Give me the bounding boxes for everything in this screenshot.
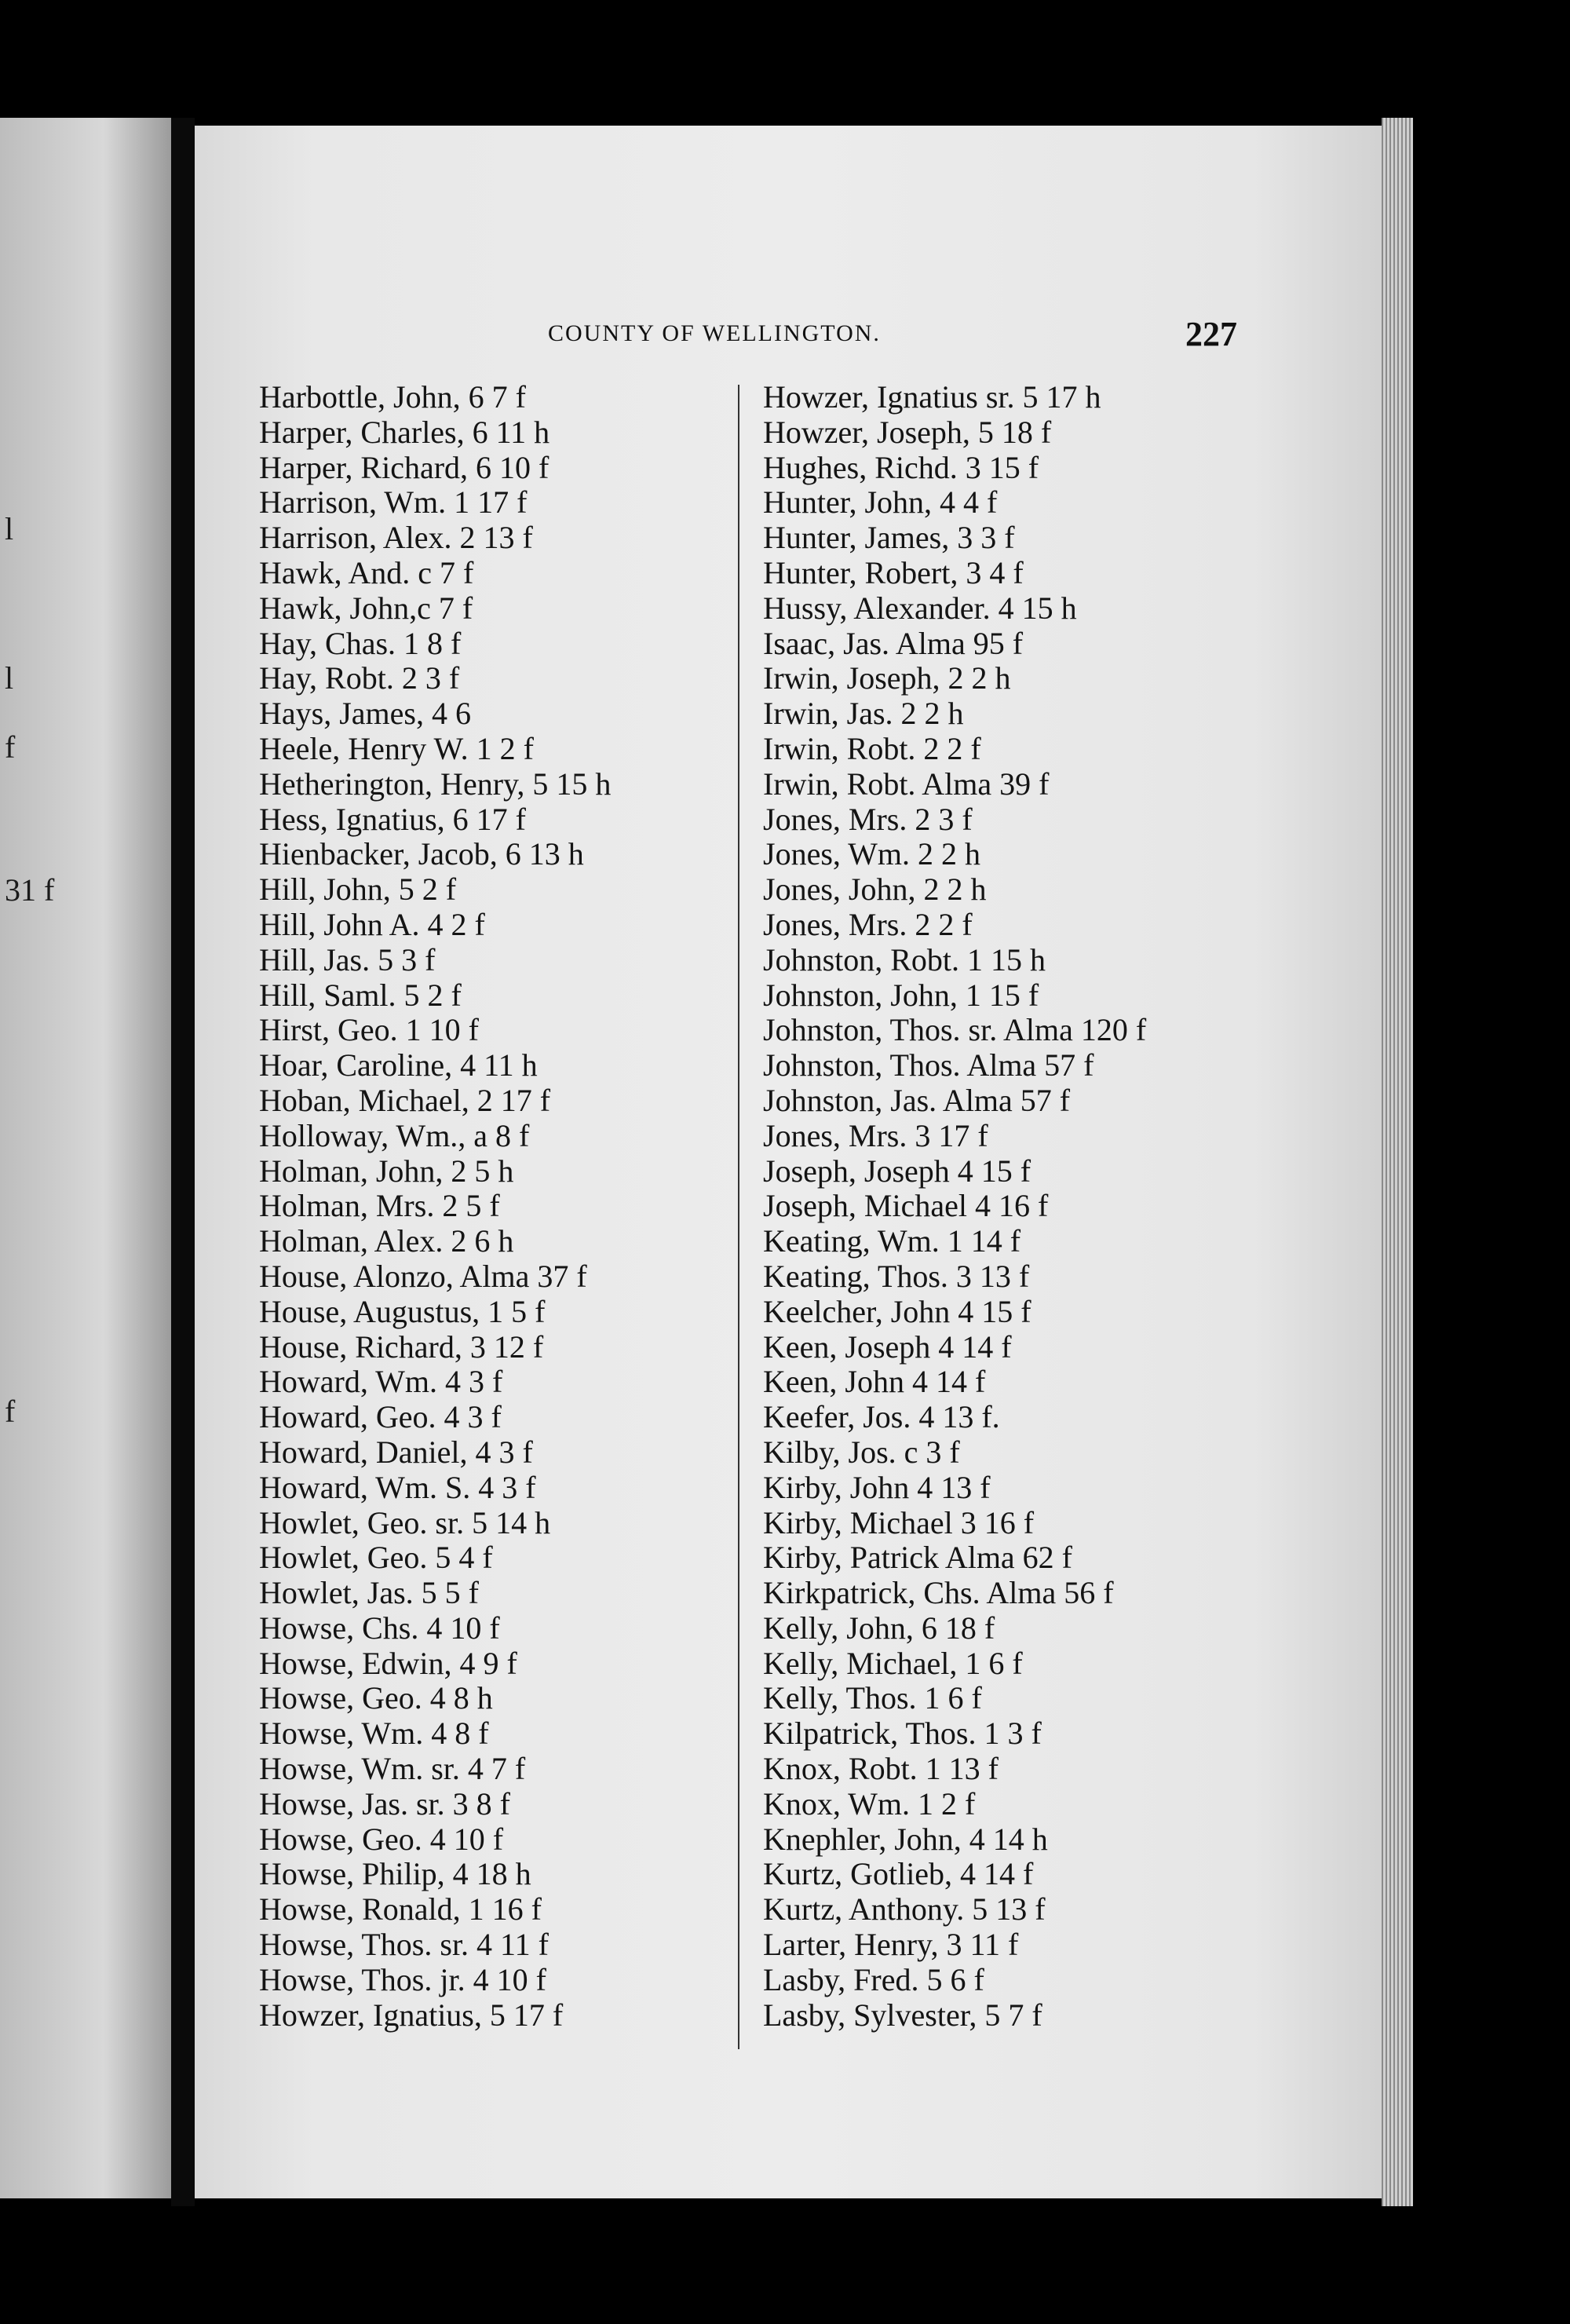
directory-entry: Jones, Mrs. 3 17 f <box>763 1117 988 1153</box>
directory-entry: Hawk, John,c 7 f <box>259 590 473 626</box>
directory-entry: Holloway, Wm., a 8 f <box>259 1117 530 1153</box>
directory-entry: Hess, Ignatius, 6 17 f <box>259 801 526 837</box>
directory-entry: Joseph, Joseph 4 15 f <box>763 1153 1031 1189</box>
directory-entry: Howlet, Geo. 5 4 f <box>259 1540 493 1576</box>
facing-page-fragment: f <box>5 1394 16 1429</box>
directory-entry: Howlet, Jas. 5 5 f <box>259 1575 479 1611</box>
directory-entry: Hill, John A. 4 2 f <box>259 906 485 942</box>
directory-entry: Howse, Wm. 4 8 f <box>259 1716 489 1752</box>
directory-entry: Kelly, John, 6 18 f <box>763 1610 995 1646</box>
directory-entry: Jones, Mrs. 2 2 f <box>763 906 973 942</box>
directory-entry: Howse, Thos. sr. 4 11 f <box>259 1927 549 1963</box>
directory-entry: Johnston, Thos. sr. Alma 120 f <box>763 1012 1147 1048</box>
directory-entry: Knephler, John, 4 14 h <box>763 1821 1048 1857</box>
directory-entry: Kurtz, Anthony. 5 13 f <box>763 1891 1046 1928</box>
facing-page-fragment: l <box>5 660 14 696</box>
directory-entry: Keating, Thos. 3 13 f <box>763 1258 1030 1294</box>
directory-entry: Howzer, Ignatius sr. 5 17 h <box>763 379 1101 415</box>
directory-entry: Hunter, Robert, 3 4 f <box>763 554 1024 590</box>
facing-page-fragment: l <box>5 511 14 546</box>
directory-column-right <box>763 380 1146 2033</box>
directory-entry: Kelly, Michael, 1 6 f <box>763 1645 1023 1681</box>
directory-entry: Howse, Geo. 4 10 f <box>259 1821 504 1857</box>
directory-entry: Hill, Saml. 5 2 f <box>259 977 462 1013</box>
directory-entry: Kirby, Michael 3 16 f <box>763 1504 1035 1540</box>
column-divider <box>738 385 739 2049</box>
page-stack-edge <box>1382 118 1413 2206</box>
directory-entry: Knox, Robt. 1 13 f <box>763 1751 999 1787</box>
directory-entry: Howard, Wm. 4 3 f <box>259 1364 503 1400</box>
directory-entry: Larter, Henry, 3 11 f <box>763 1927 1019 1963</box>
directory-entry: Johnston, John, 1 15 f <box>763 977 1039 1013</box>
directory-column-left <box>259 380 611 2033</box>
directory-entry: Howard, Wm. S. 4 3 f <box>259 1469 536 1505</box>
directory-entry: Howlet, Geo. sr. 5 14 h <box>259 1504 551 1540</box>
book-gutter <box>171 118 195 2206</box>
directory-entry: Hays, James, 4 6 <box>259 696 471 732</box>
directory-entry: Hetherington, Henry, 5 15 h <box>259 766 612 802</box>
directory-entry: Harrison, Wm. 1 17 f <box>259 484 528 521</box>
directory-entry: Irwin, Robt. Alma 39 f <box>763 766 1050 802</box>
directory-entry: Keen, John 4 14 f <box>763 1364 986 1400</box>
directory-entry: Howse, Geo. 4 8 h <box>259 1680 493 1716</box>
page-number: 227 <box>1185 315 1237 353</box>
directory-entry: Hill, John, 5 2 f <box>259 872 457 908</box>
directory-entry: Howse, Jas. sr. 3 8 f <box>259 1785 510 1822</box>
directory-entry: Hienbacker, Jacob, 6 13 h <box>259 836 584 872</box>
directory-entry: Johnston, Jas. Alma 57 f <box>763 1082 1071 1118</box>
facing-page-edge <box>0 118 173 2198</box>
directory-entry: Harrison, Alex. 2 13 f <box>259 520 533 556</box>
directory-entry: Irwin, Jas. 2 2 h <box>763 696 964 732</box>
facing-page-fragment: 31 f <box>5 872 55 908</box>
directory-entry: Howzer, Ignatius, 5 17 f <box>259 1997 564 2033</box>
directory-entry: Jones, John, 2 2 h <box>763 872 987 908</box>
directory-entry: Keen, Joseph 4 14 f <box>763 1328 1012 1365</box>
directory-entry: House, Alonzo, Alma 37 f <box>259 1258 587 1294</box>
directory-entry: Howse, Wm. sr. 4 7 f <box>259 1751 526 1787</box>
directory-entry: Hunter, James, 3 3 f <box>763 520 1015 556</box>
directory-entry: Kirby, Patrick Alma 62 f <box>763 1540 1073 1576</box>
directory-entry: Holman, John, 2 5 h <box>259 1153 514 1189</box>
directory-entry: Howard, Daniel, 4 3 f <box>259 1434 533 1470</box>
directory-entry: Howse, Chs. 4 10 f <box>259 1610 500 1646</box>
directory-entry: Lasby, Sylvester, 5 7 f <box>763 1997 1042 2033</box>
directory-entry: Kelly, Thos. 1 6 f <box>763 1680 982 1716</box>
directory-entry: Johnston, Thos. Alma 57 f <box>763 1047 1094 1083</box>
directory-entry: Irwin, Robt. 2 2 f <box>763 730 981 766</box>
directory-entry: Keelcher, John 4 15 f <box>763 1293 1031 1329</box>
directory-entry: Hawk, And. c 7 f <box>259 554 474 590</box>
directory-entry: Hoar, Caroline, 4 11 h <box>259 1047 538 1083</box>
directory-entry: Keefer, Jos. 4 13 f. <box>763 1399 1000 1435</box>
directory-entry: Hill, Jas. 5 3 f <box>259 941 436 977</box>
facing-page-fragment: f <box>5 729 16 765</box>
directory-entry: Irwin, Joseph, 2 2 h <box>763 660 1011 696</box>
directory-entry: Heele, Henry W. 1 2 f <box>259 730 534 766</box>
directory-entry: Harbottle, John, 6 7 f <box>259 379 526 415</box>
directory-entry: Howse, Thos. jr. 4 10 f <box>259 1961 546 1997</box>
directory-entry: Harper, Richard, 6 10 f <box>259 449 550 485</box>
directory-entry: Hoban, Michael, 2 17 f <box>259 1082 551 1118</box>
directory-entry: Isaac, Jas. Alma 95 f <box>763 625 1024 661</box>
directory-entry: House, Augustus, 1 5 f <box>259 1293 546 1329</box>
directory-entry: Hussy, Alexander. 4 15 h <box>763 590 1077 626</box>
directory-entry: Knox, Wm. 1 2 f <box>763 1785 976 1822</box>
directory-entry: Howard, Geo. 4 3 f <box>259 1399 502 1435</box>
page-header-title: COUNTY OF WELLINGTON. <box>548 320 881 346</box>
directory-entry: Hughes, Richd. 3 15 f <box>763 449 1039 485</box>
directory-entry: Holman, Alex. 2 6 h <box>259 1223 514 1259</box>
directory-entry: Howse, Philip, 4 18 h <box>259 1856 531 1892</box>
directory-entry: Hirst, Geo. 1 10 f <box>259 1012 479 1048</box>
directory-entry: Howse, Ronald, 1 16 f <box>259 1891 542 1928</box>
directory-entry: Hunter, John, 4 4 f <box>763 484 998 521</box>
directory-entry: Harper, Charles, 6 11 h <box>259 414 550 450</box>
directory-entry: Kilby, Jos. c 3 f <box>763 1434 960 1470</box>
directory-entry: Jones, Mrs. 2 3 f <box>763 801 973 837</box>
directory-entry: Lasby, Fred. 5 6 f <box>763 1961 984 1997</box>
directory-entry: Johnston, Robt. 1 15 h <box>763 941 1046 977</box>
directory-entry: Joseph, Michael 4 16 f <box>763 1188 1049 1224</box>
directory-entry: Howzer, Joseph, 5 18 f <box>763 414 1052 450</box>
directory-entry: Hay, Robt. 2 3 f <box>259 660 460 696</box>
directory-entry: Keating, Wm. 1 14 f <box>763 1223 1021 1259</box>
directory-entry: Kurtz, Gotlieb, 4 14 f <box>763 1856 1034 1892</box>
directory-entry: Hay, Chas. 1 8 f <box>259 625 462 661</box>
directory-entry: House, Richard, 3 12 f <box>259 1328 544 1365</box>
directory-entry: Kilpatrick, Thos. 1 3 f <box>763 1716 1042 1752</box>
directory-entry: Kirby, John 4 13 f <box>763 1469 991 1505</box>
directory-entry: Kirkpatrick, Chs. Alma 56 f <box>763 1575 1114 1611</box>
directory-entry: Howse, Edwin, 4 9 f <box>259 1645 517 1681</box>
directory-entry: Jones, Wm. 2 2 h <box>763 836 981 872</box>
directory-entry: Holman, Mrs. 2 5 f <box>259 1188 500 1224</box>
